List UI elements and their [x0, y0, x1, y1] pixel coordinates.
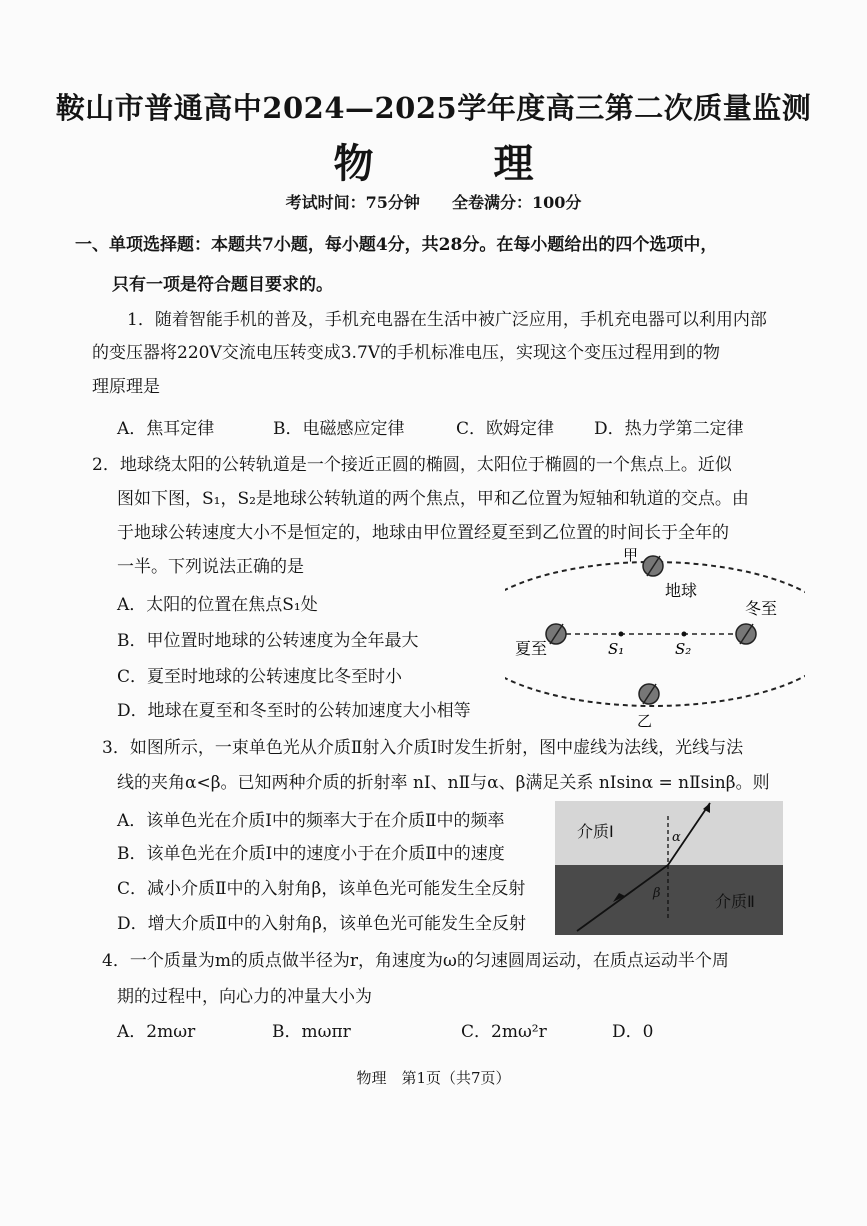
q3-option-b: B．该单色光在介质Ⅰ中的速度小于在介质Ⅱ中的速度 — [117, 844, 505, 864]
q1-option-d: D．热力学第二定律 — [594, 419, 744, 439]
q2-option-c: C．夏至时地球的公转速度比冬至时小 — [117, 667, 403, 687]
earth-bottom-icon — [639, 684, 659, 704]
label-earth: 地球 — [665, 581, 698, 600]
earth-right-icon — [736, 624, 756, 644]
q2-option-d: D．地球在夏至和冬至时的公转加速度大小相等 — [117, 701, 471, 721]
label-alpha: α — [672, 830, 681, 845]
orbit-diagram — [505, 542, 805, 732]
q4-option-c: C．2mω²r — [461, 1022, 547, 1042]
label-yi: 乙 — [637, 712, 653, 730]
label-winter-solstice: 冬至 — [745, 599, 778, 618]
label-medium1: 介质Ⅰ — [577, 822, 614, 841]
earth-top-icon — [643, 556, 663, 576]
label-s2: S₂ — [675, 640, 692, 658]
exam-time: 考试时间：75分钟 — [285, 193, 420, 212]
q3-line2: 线的夹角α<β。已知两种介质的折射率 nⅠ、nⅡ与α、β满足关系 nⅠsinα = nⅡsinβ。则 — [117, 773, 770, 793]
q2-option-a: A．太阳的位置在焦点S₁处 — [117, 595, 318, 615]
earth-left-icon — [546, 624, 566, 644]
subject-title: 物 理 — [333, 140, 574, 187]
q3-line1: 3．如图所示，一束单色光从介质Ⅱ射入介质Ⅰ时发生折射，图中虚线为法线，光线与法 — [102, 738, 744, 758]
label-beta: β — [653, 886, 661, 901]
label-summer-solstice: 夏至 — [515, 639, 548, 658]
q4-option-a: A．2mωr — [117, 1022, 196, 1042]
q3-option-a: A．该单色光在介质Ⅰ中的频率大于在介质Ⅱ中的频率 — [117, 811, 505, 831]
q3-option-d: D．增大介质Ⅱ中的入射角β，该单色光可能发生全反射 — [117, 914, 527, 934]
q4-line2: 期的过程中，向心力的冲量大小为 — [117, 987, 372, 1007]
q2-option-b: B．甲位置时地球的公转速度为全年最大 — [117, 631, 419, 651]
q4-option-b: B．mωπr — [272, 1022, 351, 1042]
section-heading-line2: 只有一项是符合题目要求的。 — [112, 275, 333, 295]
q1-option-a: A．焦耳定律 — [117, 419, 215, 439]
q2-line2: 图如下图，S₁，S₂是地球公转轨道的两个焦点，甲和乙位置为短轴和轨道的交点。由 — [117, 489, 749, 509]
exam-title: 鞍山市普通高中2024—2025学年度高三第二次质量监测 — [55, 91, 812, 125]
q1-option-b: B．电磁感应定律 — [273, 419, 405, 439]
focus-s1-dot — [619, 632, 624, 637]
q2-line4: 一半。下列说法正确的是 — [117, 557, 304, 577]
refraction-diagram — [555, 801, 783, 935]
label-medium2: 介质Ⅱ — [715, 892, 755, 911]
label-s1: S₁ — [608, 640, 625, 658]
section-heading-line1: 一、单项选择题：本题共7小题，每小题4分，共28分。在每小题给出的四个选项中， — [75, 235, 718, 255]
q2-line1: 2．地球绕太阳的公转轨道是一个接近正圆的椭圆，太阳位于椭圆的一个焦点上。近似 — [92, 455, 732, 475]
exam-info — [0, 190, 867, 213]
q1-line1: 1．随着智能手机的普及，手机充电器在生活中被广泛应用，手机充电器可以利用内部 — [127, 310, 767, 330]
q1-option-c: C．欧姆定律 — [456, 419, 555, 439]
full-score: 全卷满分：100分 — [451, 193, 582, 212]
q1-line2: 的变压器将220V交流电压转变成3.7V的手机标准电压，实现这个变压过程用到的物 — [92, 343, 721, 363]
q4-option-d: D．0 — [612, 1022, 654, 1042]
q1-line3: 理原理是 — [92, 377, 160, 397]
page-footer: 物理 第1页（共7页） — [356, 1069, 511, 1087]
q3-option-c: C．减小介质Ⅱ中的入射角β，该单色光可能发生全反射 — [117, 879, 526, 899]
label-jia: 甲 — [623, 546, 639, 564]
q2-line3: 于地球公转速度大小不是恒定的，地球由甲位置经夏至到乙位置的时间长于全年的 — [117, 523, 729, 543]
q4-line1: 4．一个质量为m的质点做半径为r，角速度为ω的匀速圆周运动，在质点运动半个周 — [102, 951, 729, 971]
focus-s2-dot — [682, 632, 687, 637]
